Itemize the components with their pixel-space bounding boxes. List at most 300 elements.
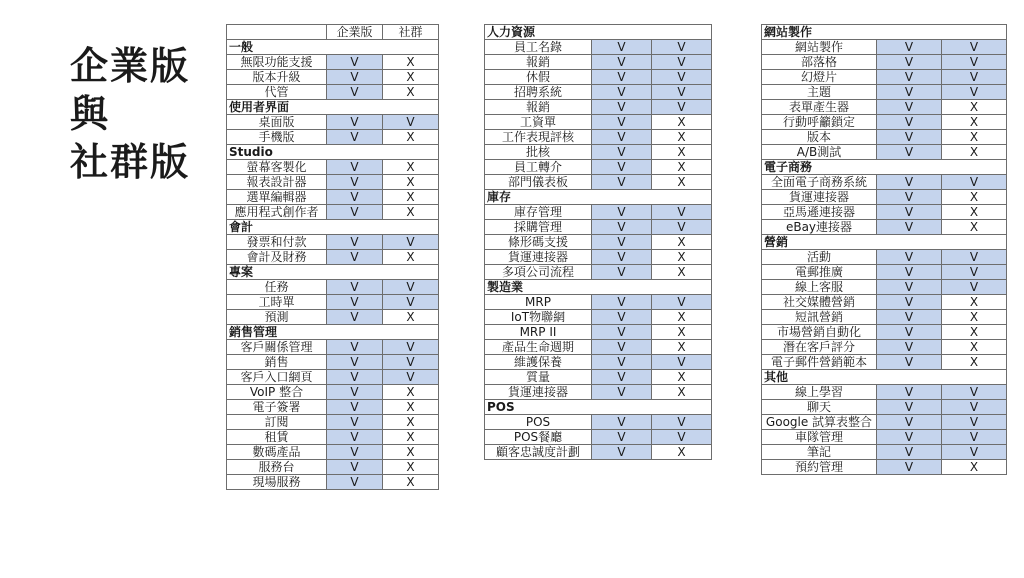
- feature-row: [762, 250, 1007, 265]
- enterprise-value: V: [327, 85, 383, 100]
- community-value: X: [942, 220, 1007, 235]
- feature-name: 報表設計器: [227, 175, 327, 190]
- feature-name: 市場營銷自動化: [762, 325, 877, 340]
- community-value: X: [942, 205, 1007, 220]
- community-value: X: [942, 190, 1007, 205]
- feature-name: 社交媒體營銷: [762, 295, 877, 310]
- feature-name: 顧客忠誠度計劃: [485, 445, 592, 460]
- enterprise-value: V: [327, 295, 383, 310]
- feature-row: [485, 145, 712, 160]
- feature-row: [227, 340, 439, 355]
- feature-row: [485, 310, 712, 325]
- section-heading: 營銷: [762, 235, 1007, 250]
- feature-row: [762, 205, 1007, 220]
- community-value: V: [652, 100, 712, 115]
- feature-row: [762, 355, 1007, 370]
- feature-name: 客戶關係管理: [227, 340, 327, 355]
- feature-name: 條形碼支援: [485, 235, 592, 250]
- enterprise-value: V: [877, 145, 942, 160]
- community-value: X: [383, 460, 439, 475]
- feature-table-hr-inventory-pos: [484, 24, 712, 460]
- community-value: X: [652, 325, 712, 340]
- feature-name: 服務台: [227, 460, 327, 475]
- title-line: 社群版: [70, 140, 191, 184]
- enterprise-value: V: [592, 220, 652, 235]
- community-value: X: [383, 130, 439, 145]
- enterprise-value: V: [592, 145, 652, 160]
- feature-row: [227, 310, 439, 325]
- section-row: [762, 160, 1007, 175]
- feature-row: [762, 40, 1007, 55]
- enterprise-value: V: [592, 250, 652, 265]
- community-value: V: [942, 85, 1007, 100]
- section-heading: 製造業: [485, 280, 712, 295]
- feature-row: [227, 205, 439, 220]
- enterprise-value: V: [592, 175, 652, 190]
- enterprise-value: V: [877, 55, 942, 70]
- enterprise-value: V: [327, 190, 383, 205]
- community-value: V: [383, 295, 439, 310]
- community-value: V: [652, 85, 712, 100]
- community-value: X: [652, 385, 712, 400]
- enterprise-value: V: [592, 385, 652, 400]
- feature-row: [762, 385, 1007, 400]
- community-value: X: [942, 100, 1007, 115]
- feature-name: 版本升級: [227, 70, 327, 85]
- feature-name: 線上學習: [762, 385, 877, 400]
- feature-row: [485, 55, 712, 70]
- feature-name: 潛在客戶評分: [762, 340, 877, 355]
- section-row: [485, 25, 712, 40]
- feature-row: [227, 475, 439, 490]
- community-value: X: [942, 145, 1007, 160]
- feature-name: 預約管理: [762, 460, 877, 475]
- title-line: 與: [70, 92, 111, 136]
- feature-name: MRP II: [485, 325, 592, 340]
- enterprise-value: V: [327, 280, 383, 295]
- feature-row: [227, 430, 439, 445]
- enterprise-value: V: [877, 325, 942, 340]
- feature-name: 貨運連接器: [485, 250, 592, 265]
- feature-name: eBay連接器: [762, 220, 877, 235]
- feature-row: [485, 325, 712, 340]
- enterprise-value: V: [592, 100, 652, 115]
- community-value: V: [383, 235, 439, 250]
- feature-row: [762, 175, 1007, 190]
- community-value: X: [383, 55, 439, 70]
- community-value: X: [652, 115, 712, 130]
- enterprise-value: V: [327, 115, 383, 130]
- community-value: X: [383, 175, 439, 190]
- community-value: V: [383, 115, 439, 130]
- community-value: X: [942, 325, 1007, 340]
- community-value: V: [652, 205, 712, 220]
- community-value: X: [942, 295, 1007, 310]
- feature-name: 亞馬遜連接器: [762, 205, 877, 220]
- feature-row: [485, 265, 712, 280]
- section-heading: 一般: [227, 40, 439, 55]
- feature-name: 工作表現評核: [485, 130, 592, 145]
- enterprise-value: V: [877, 460, 942, 475]
- community-value: X: [652, 145, 712, 160]
- feature-row: [227, 160, 439, 175]
- feature-row: [227, 115, 439, 130]
- enterprise-value: V: [592, 310, 652, 325]
- feature-row: [227, 235, 439, 250]
- feature-name: 租賃: [227, 430, 327, 445]
- feature-name: 無限功能支援: [227, 55, 327, 70]
- enterprise-value: V: [327, 250, 383, 265]
- enterprise-value: V: [877, 385, 942, 400]
- feature-row: [762, 445, 1007, 460]
- title-line: 企業版: [70, 44, 191, 88]
- feature-name: 電子郵件營銷範本: [762, 355, 877, 370]
- community-value: X: [383, 85, 439, 100]
- feature-row: [762, 400, 1007, 415]
- enterprise-value: V: [327, 460, 383, 475]
- feature-name: 任務: [227, 280, 327, 295]
- section-heading: 庫存: [485, 190, 712, 205]
- feature-row: [762, 430, 1007, 445]
- community-value: X: [652, 235, 712, 250]
- enterprise-value: V: [327, 370, 383, 385]
- enterprise-value: V: [592, 115, 652, 130]
- section-row: [227, 40, 439, 55]
- feature-row: [762, 460, 1007, 475]
- section-row: [762, 25, 1007, 40]
- enterprise-value: V: [877, 190, 942, 205]
- community-value: X: [942, 310, 1007, 325]
- enterprise-value: V: [327, 430, 383, 445]
- community-value: X: [383, 190, 439, 205]
- table-header-row: [227, 25, 439, 40]
- feature-row: [762, 145, 1007, 160]
- enterprise-value: V: [877, 340, 942, 355]
- feature-name: 休假: [485, 70, 592, 85]
- feature-row: [762, 415, 1007, 430]
- section-heading: 其他: [762, 370, 1007, 385]
- feature-name: 筆記: [762, 445, 877, 460]
- enterprise-value: V: [592, 40, 652, 55]
- enterprise-value: V: [327, 160, 383, 175]
- feature-row: [227, 190, 439, 205]
- feature-row: [227, 370, 439, 385]
- feature-row: [227, 355, 439, 370]
- feature-row: [485, 70, 712, 85]
- feature-row: [762, 325, 1007, 340]
- feature-row: [227, 445, 439, 460]
- feature-row: [227, 130, 439, 145]
- feature-row: [485, 340, 712, 355]
- feature-name: Google 試算表整合: [762, 415, 877, 430]
- enterprise-value: V: [327, 310, 383, 325]
- section-row: [227, 100, 439, 115]
- feature-row: [485, 445, 712, 460]
- feature-name: 員工轉介: [485, 160, 592, 175]
- enterprise-value: V: [592, 355, 652, 370]
- feature-name: 代管: [227, 85, 327, 100]
- community-value: V: [383, 340, 439, 355]
- feature-name: 選單編輯器: [227, 190, 327, 205]
- community-value: X: [942, 340, 1007, 355]
- enterprise-value: V: [877, 445, 942, 460]
- feature-name: 版本: [762, 130, 877, 145]
- feature-name: 電子簽署: [227, 400, 327, 415]
- section-heading: POS: [485, 400, 712, 415]
- community-value: V: [652, 430, 712, 445]
- feature-name: 螢幕客製化: [227, 160, 327, 175]
- community-value: X: [383, 385, 439, 400]
- section-heading: 人力資源: [485, 25, 712, 40]
- enterprise-value: V: [877, 40, 942, 55]
- feature-name: 行動呼籲鎖定: [762, 115, 877, 130]
- section-heading: 使用者界面: [227, 100, 439, 115]
- feature-name: 手機版: [227, 130, 327, 145]
- enterprise-value: V: [327, 475, 383, 490]
- community-value: X: [942, 355, 1007, 370]
- feature-row: [485, 355, 712, 370]
- feature-row: [485, 385, 712, 400]
- community-value: X: [942, 460, 1007, 475]
- enterprise-value: V: [592, 265, 652, 280]
- enterprise-value: V: [877, 205, 942, 220]
- section-row: [485, 400, 712, 415]
- enterprise-value: V: [592, 130, 652, 145]
- feature-row: [485, 85, 712, 100]
- feature-name: 部落格: [762, 55, 877, 70]
- feature-row: [762, 130, 1007, 145]
- feature-name: 貨運連接器: [762, 190, 877, 205]
- feature-row: [485, 235, 712, 250]
- feature-row: [762, 340, 1007, 355]
- community-value: X: [652, 250, 712, 265]
- feature-name: 電郵推廣: [762, 265, 877, 280]
- enterprise-value: V: [592, 445, 652, 460]
- community-value: V: [942, 445, 1007, 460]
- community-value: X: [652, 160, 712, 175]
- feature-name: 線上客服: [762, 280, 877, 295]
- enterprise-value: V: [592, 430, 652, 445]
- feature-name: 表單產生器: [762, 100, 877, 115]
- enterprise-value: V: [877, 310, 942, 325]
- community-value: V: [383, 355, 439, 370]
- feature-name: 報銷: [485, 100, 592, 115]
- feature-row: [485, 115, 712, 130]
- feature-name: 報銷: [485, 55, 592, 70]
- feature-name: 工時單: [227, 295, 327, 310]
- section-row: [227, 145, 439, 160]
- enterprise-value: V: [592, 55, 652, 70]
- section-row: [762, 235, 1007, 250]
- feature-row: [485, 130, 712, 145]
- community-value: X: [652, 370, 712, 385]
- section-heading: 網站製作: [762, 25, 1007, 40]
- community-value: X: [383, 160, 439, 175]
- community-value: V: [652, 295, 712, 310]
- header-enterprise-cell: 企業版: [327, 25, 383, 40]
- feature-name: 部門儀表板: [485, 175, 592, 190]
- enterprise-value: V: [877, 85, 942, 100]
- feature-row: [227, 400, 439, 415]
- feature-name: IoT物聯網: [485, 310, 592, 325]
- section-heading: Studio: [227, 145, 439, 160]
- feature-name: 聊天: [762, 400, 877, 415]
- enterprise-value: V: [877, 220, 942, 235]
- enterprise-value: V: [877, 175, 942, 190]
- feature-row: [227, 385, 439, 400]
- community-value: V: [652, 55, 712, 70]
- feature-row: [762, 310, 1007, 325]
- feature-name: 短訊營銷: [762, 310, 877, 325]
- enterprise-value: V: [327, 340, 383, 355]
- enterprise-value: V: [877, 295, 942, 310]
- feature-row: [485, 250, 712, 265]
- feature-row: [227, 415, 439, 430]
- feature-name: 應用程式創作者: [227, 205, 327, 220]
- enterprise-value: V: [592, 325, 652, 340]
- feature-name: MRP: [485, 295, 592, 310]
- enterprise-value: V: [877, 415, 942, 430]
- feature-row: [762, 100, 1007, 115]
- section-row: [762, 370, 1007, 385]
- community-value: X: [652, 340, 712, 355]
- feature-row: [227, 460, 439, 475]
- community-value: X: [942, 115, 1007, 130]
- community-value: V: [942, 55, 1007, 70]
- enterprise-value: V: [877, 250, 942, 265]
- community-value: X: [383, 250, 439, 265]
- community-value: X: [652, 310, 712, 325]
- feature-name: 採購管理: [485, 220, 592, 235]
- community-value: V: [942, 40, 1007, 55]
- feature-table-website-marketing: [761, 24, 1007, 475]
- feature-row: [227, 250, 439, 265]
- feature-row: [485, 205, 712, 220]
- community-value: X: [652, 265, 712, 280]
- feature-row: [485, 175, 712, 190]
- enterprise-value: V: [592, 70, 652, 85]
- feature-row: [762, 220, 1007, 235]
- community-value: X: [942, 130, 1007, 145]
- feature-row: [485, 430, 712, 445]
- feature-row: [762, 190, 1007, 205]
- community-value: V: [383, 370, 439, 385]
- enterprise-value: V: [877, 400, 942, 415]
- community-value: V: [942, 70, 1007, 85]
- feature-row: [762, 70, 1007, 85]
- feature-name: 質量: [485, 370, 592, 385]
- feature-row: [485, 295, 712, 310]
- feature-row: [485, 415, 712, 430]
- feature-row: [227, 295, 439, 310]
- community-value: V: [942, 430, 1007, 445]
- enterprise-value: V: [877, 280, 942, 295]
- feature-name: 批核: [485, 145, 592, 160]
- community-value: X: [652, 130, 712, 145]
- feature-name: 多項公司流程: [485, 265, 592, 280]
- enterprise-value: V: [327, 175, 383, 190]
- community-value: V: [652, 70, 712, 85]
- feature-row: [227, 175, 439, 190]
- feature-name: 發票和付款: [227, 235, 327, 250]
- section-row: [227, 325, 439, 340]
- feature-name: 訂閱: [227, 415, 327, 430]
- community-value: V: [652, 40, 712, 55]
- community-value: V: [652, 355, 712, 370]
- community-value: V: [942, 265, 1007, 280]
- enterprise-value: V: [592, 85, 652, 100]
- section-row: [485, 280, 712, 295]
- community-value: V: [942, 280, 1007, 295]
- feature-name: 桌面版: [227, 115, 327, 130]
- feature-row: [227, 70, 439, 85]
- enterprise-value: V: [592, 370, 652, 385]
- section-heading: 電子商務: [762, 160, 1007, 175]
- feature-name: 客戶入口網頁: [227, 370, 327, 385]
- feature-name: VoIP 整合: [227, 385, 327, 400]
- feature-name: 預測: [227, 310, 327, 325]
- feature-name: 工資單: [485, 115, 592, 130]
- community-value: V: [942, 385, 1007, 400]
- community-value: X: [383, 70, 439, 85]
- feature-name: 維護保養: [485, 355, 592, 370]
- feature-row: [762, 115, 1007, 130]
- community-value: X: [383, 415, 439, 430]
- community-value: V: [942, 415, 1007, 430]
- enterprise-value: V: [877, 430, 942, 445]
- header-feature-cell: [227, 25, 327, 40]
- enterprise-value: V: [327, 385, 383, 400]
- header-community-cell: 社群: [383, 25, 439, 40]
- section-heading: 銷售管理: [227, 325, 439, 340]
- community-value: V: [383, 280, 439, 295]
- feature-name: 全面電子商務系統: [762, 175, 877, 190]
- enterprise-value: V: [877, 355, 942, 370]
- community-value: V: [942, 250, 1007, 265]
- enterprise-value: V: [592, 235, 652, 250]
- feature-name: POS餐廳: [485, 430, 592, 445]
- enterprise-value: V: [877, 100, 942, 115]
- feature-name: 現場服務: [227, 475, 327, 490]
- community-value: X: [383, 430, 439, 445]
- enterprise-value: V: [327, 445, 383, 460]
- feature-row: [227, 85, 439, 100]
- enterprise-value: V: [877, 265, 942, 280]
- enterprise-value: V: [877, 70, 942, 85]
- enterprise-value: V: [327, 130, 383, 145]
- community-value: V: [942, 175, 1007, 190]
- community-value: X: [383, 400, 439, 415]
- feature-row: [227, 280, 439, 295]
- enterprise-value: V: [877, 130, 942, 145]
- feature-name: 庫存管理: [485, 205, 592, 220]
- community-value: X: [652, 445, 712, 460]
- feature-name: 產品生命週期: [485, 340, 592, 355]
- feature-row: [485, 370, 712, 385]
- feature-name: 員工名錄: [485, 40, 592, 55]
- enterprise-value: V: [592, 295, 652, 310]
- feature-name: 主題: [762, 85, 877, 100]
- feature-row: [485, 220, 712, 235]
- community-value: X: [383, 310, 439, 325]
- feature-name: 活動: [762, 250, 877, 265]
- feature-name: 貨運連接器: [485, 385, 592, 400]
- enterprise-value: V: [592, 415, 652, 430]
- enterprise-value: V: [327, 235, 383, 250]
- feature-row: [762, 295, 1007, 310]
- feature-name: 招聘系統: [485, 85, 592, 100]
- community-value: X: [652, 175, 712, 190]
